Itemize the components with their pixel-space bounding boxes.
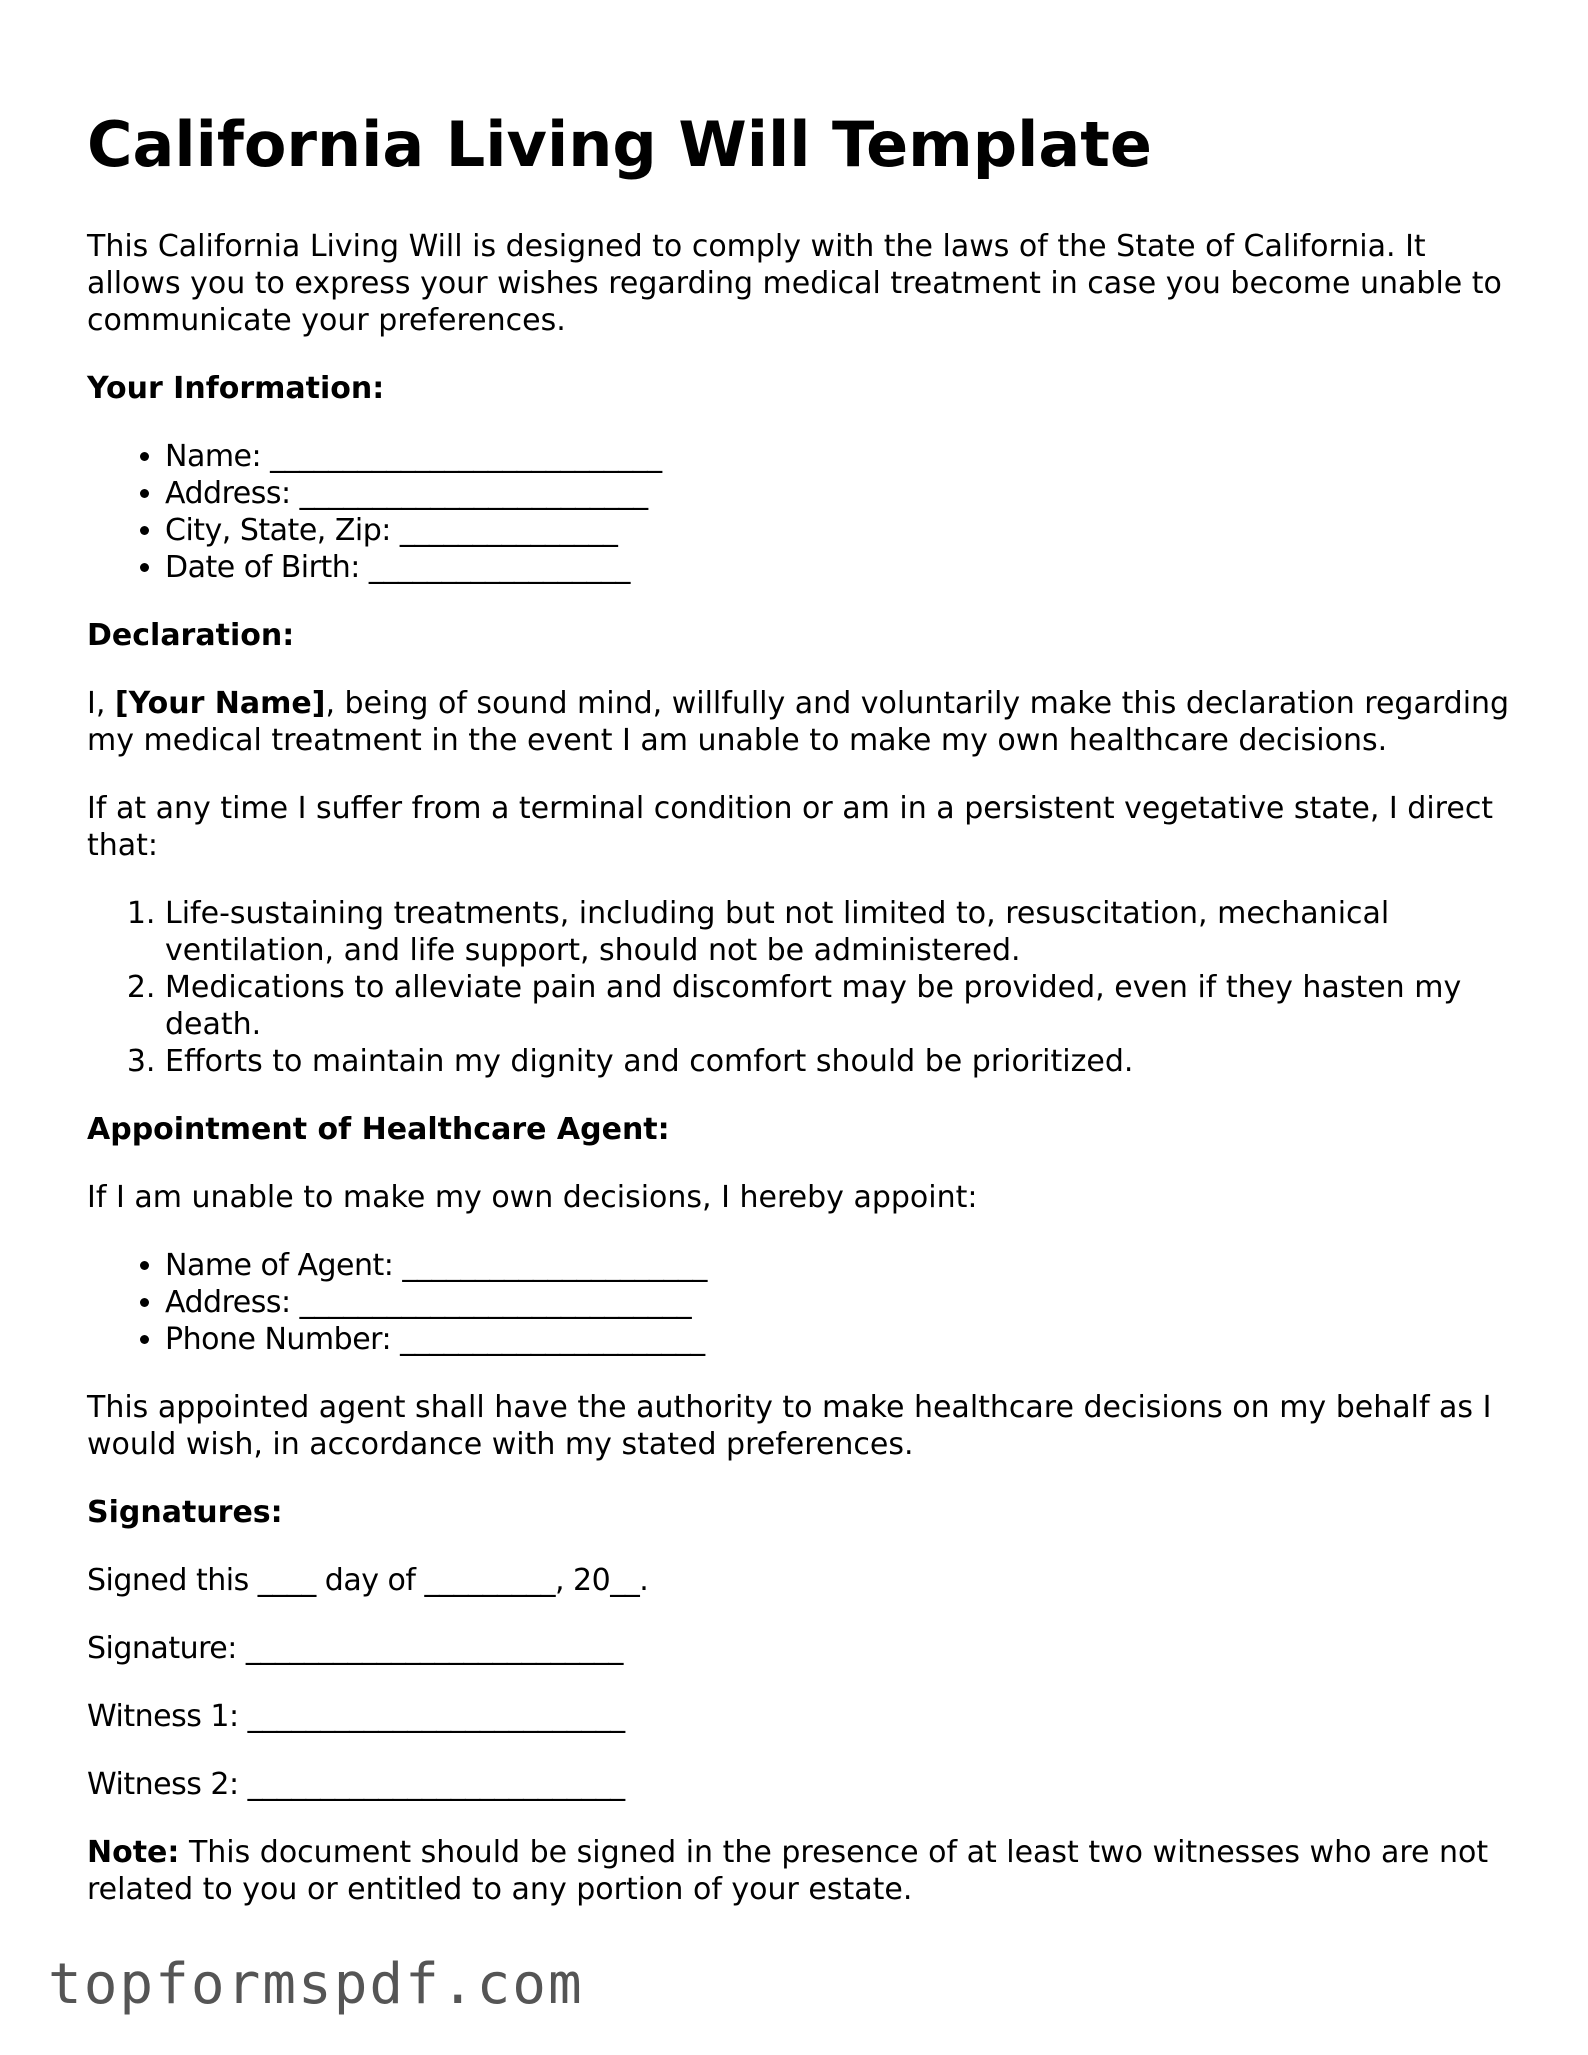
agent-closing: This appointed agent shall have the authority to make healthcare decisions on my behalf as I would wish, in accordance with my stated preferences. xyxy=(87,1390,1492,1462)
signatures-heading: Signatures: xyxy=(87,1495,283,1530)
directives-list xyxy=(87,895,1517,1080)
note-paragraph xyxy=(87,1834,1517,1908)
name-field-line: • Name: ___________________________ xyxy=(165,438,1517,475)
agent-list xyxy=(87,1247,1517,1358)
city-state-zip-field-line: • City, State, Zip: _______________ xyxy=(165,512,1517,549)
note-text: This document should be signed in the presence of at least two witnesses who are not related to you or entitled to any portion of your estate. xyxy=(87,1835,1489,1907)
your-information-list xyxy=(87,438,1517,586)
condition-paragraph: If at any time I suffer from a terminal condition or am in a persistent vegetative state, I direct that: xyxy=(87,791,1494,863)
intro-paragraph: This California Living Will is designed to comply with the laws of the State of California. It allows you to express your wishes regarding medical treatment in case you become unable to communicate your preferences. xyxy=(87,229,1502,338)
agent-address-field-line: • Address: ___________________________ xyxy=(165,1284,1517,1321)
watermark: topformspdf.com xyxy=(48,1952,584,2017)
note-label: Note: xyxy=(87,1835,180,1870)
directive-item: 1. Life-sustaining treatments, including but not limited to, resuscitation, mechanical ventilation, and life support, should not be administered. xyxy=(165,895,1517,969)
address-field-line: • Address: ________________________ xyxy=(165,475,1517,512)
directive-item: 3. Efforts to maintain my dignity and comfort should be prioritized. xyxy=(165,1043,1517,1080)
page-title: California Living Will Template xyxy=(87,108,1152,181)
date-of-birth-field-line: • Date of Birth: __________________ xyxy=(165,549,1517,586)
signed-date-line: Signed this ____ day of _________, 20__. xyxy=(87,1563,649,1598)
your-name-placeholder: [Your Name] xyxy=(114,686,326,721)
agent-heading: Appointment of Healthcare Agent: xyxy=(87,1112,670,1147)
agent-phone-field-line: • Phone Number: _____________________ xyxy=(165,1321,1517,1358)
signature-line: Signature: __________________________ xyxy=(87,1631,623,1666)
directive-item: 2. Medications to alleviate pain and discomfort may be provided, even if they hasten my death. xyxy=(165,969,1517,1043)
declaration-suffix: , being of sound mind, willfully and voluntarily make this declaration regarding my medical treatment in the event I am unable to make my own healthcare decisions. xyxy=(87,686,1510,758)
declaration-prefix: I, xyxy=(87,686,115,721)
witness-2-line: Witness 2: __________________________ xyxy=(87,1767,625,1802)
document-body xyxy=(87,228,1517,1939)
witness-1-line: Witness 1: __________________________ xyxy=(87,1699,625,1734)
agent-name-field-line: • Name of Agent: _____________________ xyxy=(165,1247,1517,1284)
declaration-heading: Declaration: xyxy=(87,618,295,653)
your-information-heading: Your Information: xyxy=(87,371,385,406)
declaration-paragraph xyxy=(87,685,1517,759)
agent-intro: If I am unable to make my own decisions, I hereby appoint: xyxy=(87,1180,978,1215)
